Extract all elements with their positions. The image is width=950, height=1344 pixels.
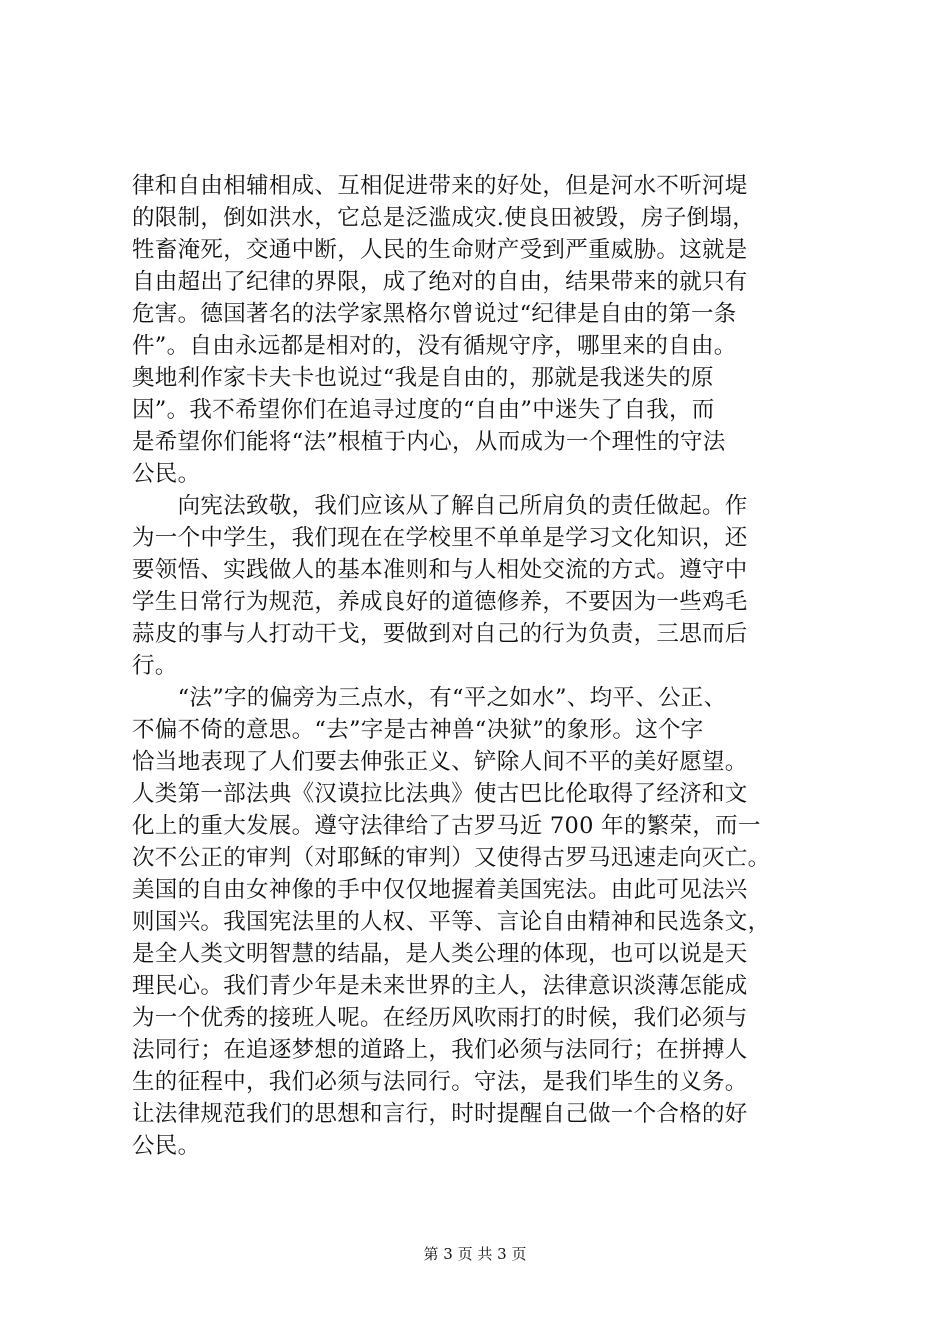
text-line: 为一个优秀的接班人呢。在经历风吹雨打的时候，我们必须与 <box>132 1005 748 1031</box>
text-line: 律和自由相辅相成、互相促进带来的好处，但是河水不听河堤 <box>132 173 748 199</box>
text-line: 让法律规范我们的思想和言行，时时提醒自己做一个合格的好 <box>132 1101 748 1127</box>
text-line: 公民。 <box>132 1133 201 1159</box>
text-line: 向宪法致敬，我们应该从了解自己所肩负的责任做起。作 <box>132 493 748 519</box>
text-line: 理民心。我们青少年是未来世界的主人，法律意识淡薄怎能成 <box>132 973 748 999</box>
text-line: 法同行；在追逐梦想的道路上，我们必须与法同行；在拼搏人 <box>132 1037 748 1063</box>
text-line: 牲畜淹死，交通中断，人民的生命财产受到严重威胁。这就是 <box>132 237 748 263</box>
text-line: 件”。自由永远都是相对的，没有循规守序，哪里来的自由。 <box>132 333 737 359</box>
text-line: 则国兴。我国宪法里的人权、平等、言论自由精神和民选条文， <box>132 909 771 935</box>
text-line: 化上的重大发展。遵守法律给了古罗马近 700 年的繁荣，而一 <box>132 813 761 839</box>
text-line: 是希望你们能将“法”根植于内心，从而成为一个理性的守法 <box>132 429 726 455</box>
body-text <box>132 170 832 1162</box>
text-line: “法”字的偏旁为三点水，有“平之如水”、均平、公正、 <box>132 685 727 711</box>
text-line: 恰当地表现了人们要去伸张正义、铲除人间不平的美好愿望。 <box>132 749 748 775</box>
text-line: 危害。德国著名的法学家黑格尔曾说过“纪律是自由的第一条 <box>132 301 737 327</box>
text-line: 为一个中学生，我们现在在学校里不单单是学习文化知识，还 <box>132 525 748 551</box>
text-line: 要领悟、实践做人的基本准则和与人相处交流的方式。遵守中 <box>132 557 748 583</box>
text-line: 不偏不倚的意思。“去”字是古神兽“决狱”的象形。这个字 <box>132 717 704 743</box>
text-line: 是全人类文明智慧的结晶，是人类公理的体现，也可以说是天 <box>132 941 748 967</box>
text-line: 行。 <box>132 653 178 679</box>
text-line: 学生日常行为规范，养成良好的道德修养，不要因为一些鸡毛 <box>132 589 748 615</box>
page-number: 第 3 页 共 3 页 <box>423 1245 527 1263</box>
text-line: 人类第一部法典《汉谟拉比法典》使古巴比伦取得了经济和文 <box>132 781 748 807</box>
text-line: 次不公正的审判（对耶稣的审判）又使得古罗马迅速走向灭亡。 <box>132 845 771 871</box>
text-line: 奥地利作家卡夫卡也说过“我是自由的，那就是我迷失的原 <box>132 365 714 391</box>
text-line: 自由超出了纪律的界限，成了绝对的自由，结果带来的就只有 <box>132 269 748 295</box>
page-footer <box>0 1244 950 1264</box>
text-line: 的限制，倒如洪水，它总是泛滥成灾.使良田被毁，房子倒塌， <box>132 205 756 231</box>
text-line: 因”。我不希望你们在追寻过度的“自由”中迷失了自我，而 <box>132 397 715 423</box>
text-line: 蒜皮的事与人打动干戈，要做到对自己的行为负责，三思而后 <box>132 621 748 647</box>
text-line: 生的征程中，我们必须与法同行。守法，是我们毕生的义务。 <box>132 1069 748 1095</box>
text-line: 公民。 <box>132 461 201 487</box>
text-line: 美国的自由女神像的手中仅仅地握着美国宪法。由此可见法兴 <box>132 877 748 903</box>
